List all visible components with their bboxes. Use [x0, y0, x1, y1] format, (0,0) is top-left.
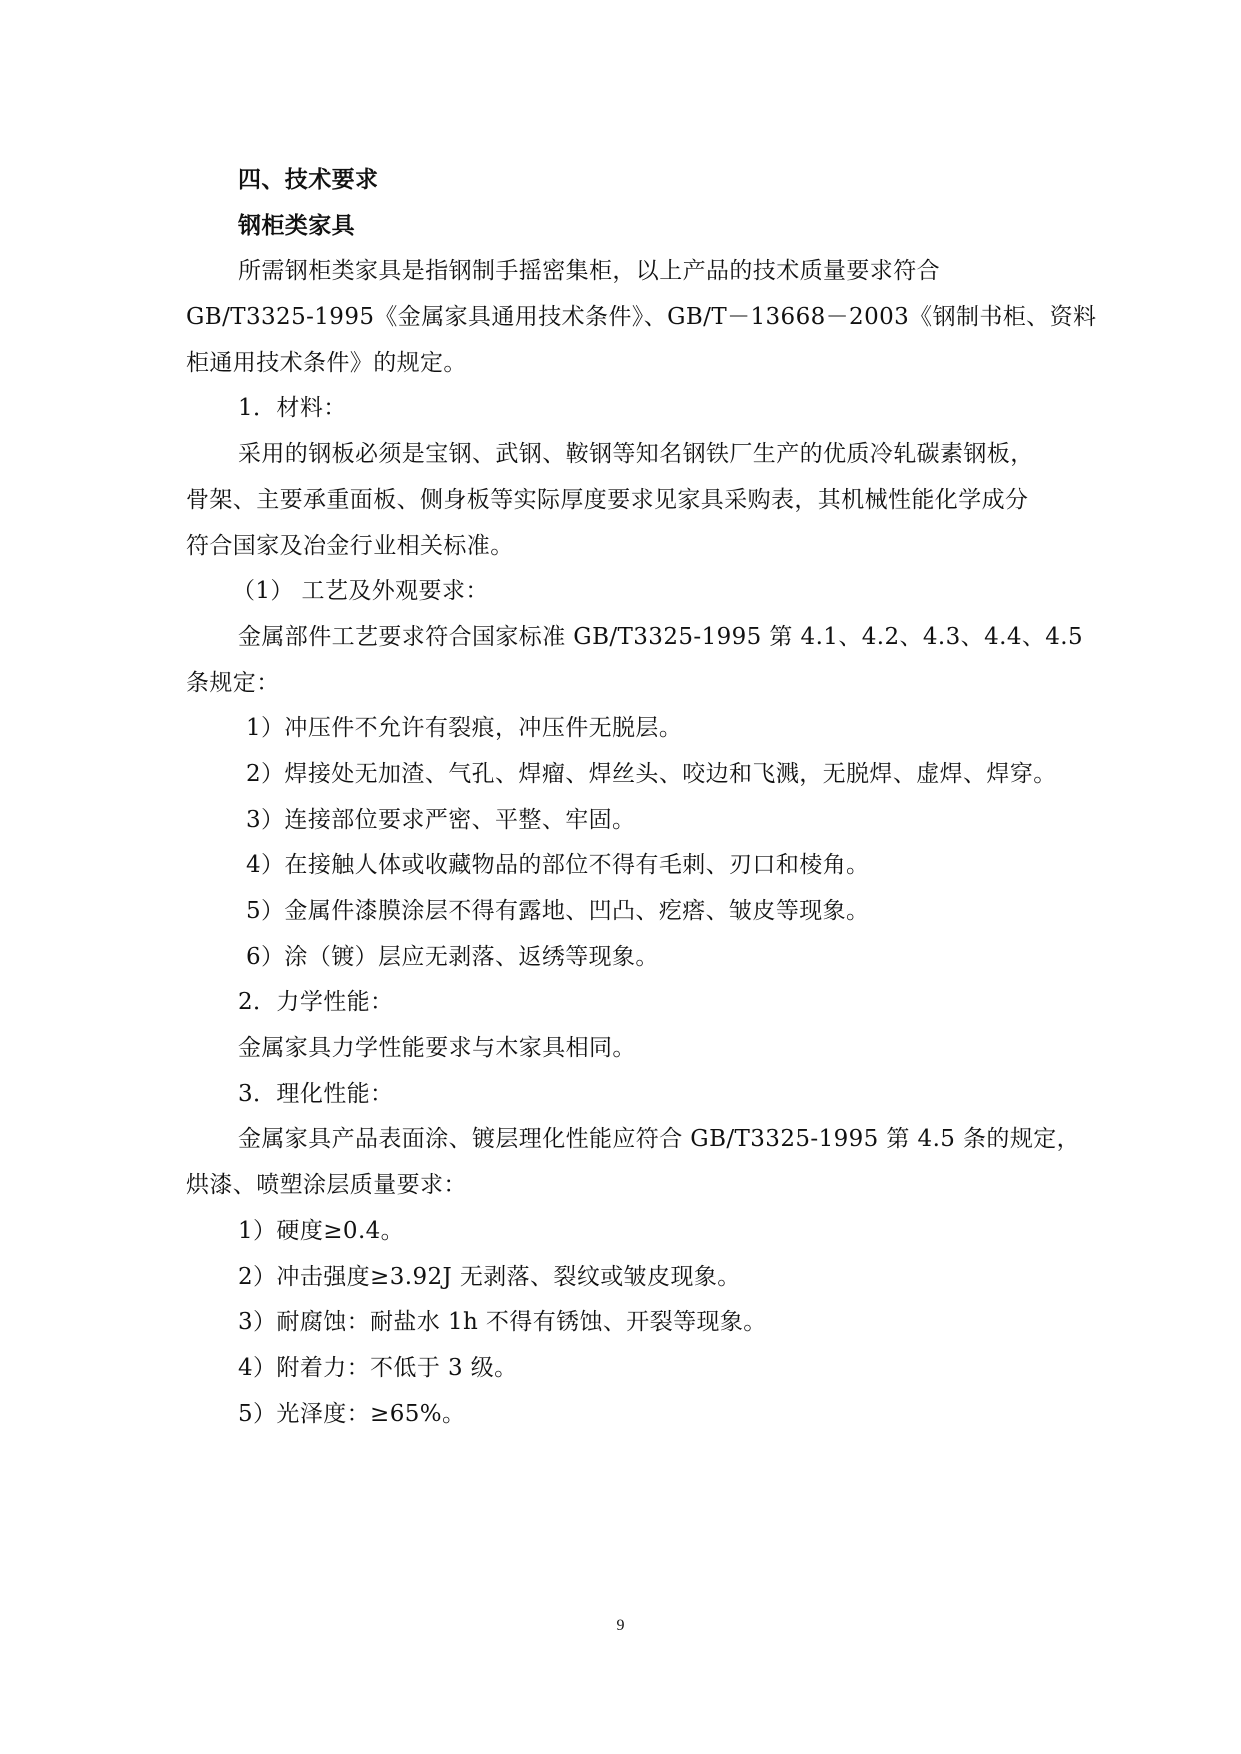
craft-list-item: 2）焊接处无加渣、气孔、焊瘤、焊丝头、咬边和飞溅，无脱焊、虚焊、焊穿。: [246, 760, 1057, 787]
chem-list-item: 4）附着力：不低于 3 级。: [238, 1354, 518, 1381]
chem-list-item: 1）硬度≥0.4。: [238, 1217, 405, 1244]
chem-text-line: 烘漆、喷塑涂层质量要求：: [186, 1172, 467, 1199]
material-text-line: 采用的钢板必须是宝钢、武钢、鞍钢等知名钢铁厂生产的优质冷轧碳素钢板，: [238, 441, 1034, 468]
craft-list-item: 4）在接触人体或收藏物品的部位不得有毛刺、刃口和棱角。: [246, 852, 870, 879]
chem-list-item: 3）耐腐蚀：耐盐水 1h 不得有锈蚀、开裂等现象。: [238, 1309, 767, 1336]
mech-text: 金属家具力学性能要求与木家具相同。: [238, 1035, 636, 1062]
intro-line: 柜通用技术条件》的规定。: [186, 349, 467, 376]
craft-list-item: 1）冲压件不允许有裂痕，冲压件无脱层。: [246, 715, 683, 742]
chem-text-line: 金属家具产品表面涂、镀层理化性能应符合 GB/T3325-1995 第 4.5 条的规定，: [238, 1126, 1081, 1153]
subsection-title: 钢柜类家具: [238, 212, 355, 239]
material-text-line: 符合国家及冶金行业相关标准。: [186, 532, 514, 559]
intro-line: 所需钢柜类家具是指钢制手摇密集柜，以上产品的技术质量要求符合: [238, 258, 940, 285]
craft-heading: （1） 工艺及外观要求：: [232, 578, 489, 605]
craft-text-line: 金属部件工艺要求符合国家标准 GB/T3325-1995 第 4.1、4.2、4.3、4.4、4.5: [238, 623, 1084, 650]
craft-list-item: 6）涂（镀）层应无剥落、返绣等现象。: [246, 943, 659, 970]
section-title: 四、技术要求: [238, 167, 379, 193]
material-text-line: 骨架、主要承重面板、侧身板等实际厚度要求见家具采购表，其机械性能化学成分: [186, 486, 1029, 513]
craft-text-line: 条规定：: [186, 669, 280, 696]
craft-list-item: 5）金属件漆膜涂层不得有露地、凹凸、疙瘩、皱皮等现象。: [246, 898, 870, 924]
craft-list-item: 3）连接部位要求严密、平整、牢固。: [246, 806, 636, 833]
chem-heading: 3．理化性能：: [238, 1080, 394, 1107]
material-heading: 1．材料：: [238, 395, 347, 422]
document-body: [186, 158, 1097, 1437]
intro-line: GB/T3325-1995《金属家具通用技术条件》、GB/T－13668－2003《钢制书柜、资料: [186, 304, 1097, 331]
page-number: 9: [616, 1617, 625, 1634]
chem-list-item: 2）冲击强度≥3.92J 无剥落、裂纹或皱皮现象。: [238, 1263, 741, 1290]
chem-list-item: 5）光泽度：≥65%。: [238, 1400, 466, 1427]
mech-heading: 2．力学性能：: [238, 989, 394, 1016]
